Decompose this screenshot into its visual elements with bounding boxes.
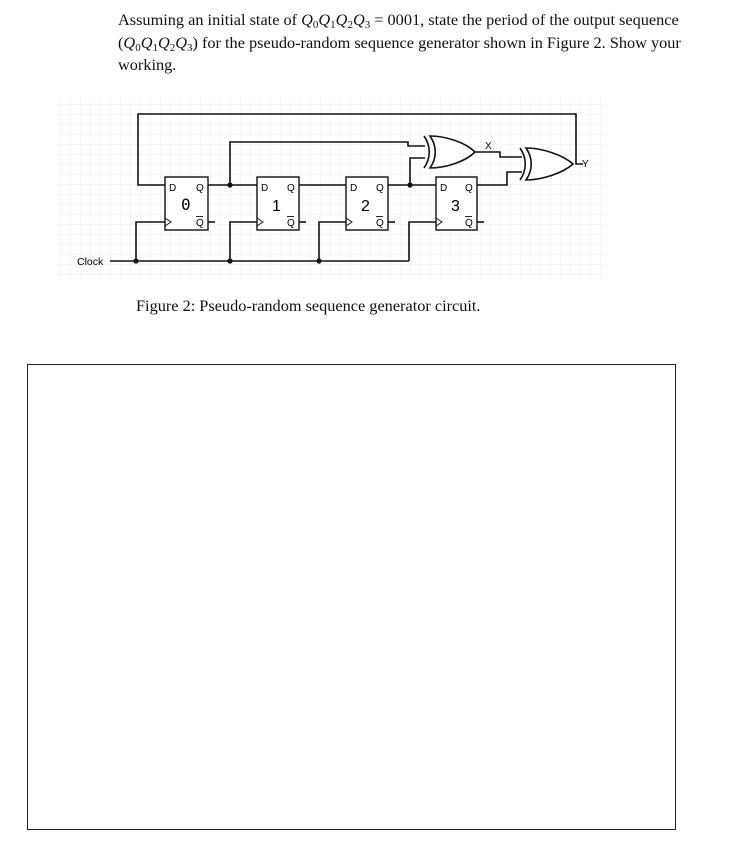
question-text	[118, 9, 688, 77]
question-suffix: ) for the pseudo-random sequence generator shown in Figure 2. Show your working.	[118, 32, 681, 74]
y-signal-label: Y	[582, 159, 589, 170]
junction-clock-1	[227, 258, 232, 263]
flip-flop-1	[257, 177, 299, 230]
pseudo-random-generator-circuit	[0, 94, 729, 284]
output-sequence-expression: $Q_0Q_1Q_2Q_3$	[123, 32, 193, 54]
ff-d-label: D	[350, 183, 358, 194]
ff-q-label: Q	[465, 183, 473, 194]
ff-d-label: D	[440, 183, 448, 194]
ff-number: 0	[181, 195, 191, 214]
figure-caption: Figure 2: Pseudo-random sequence generator circuit.	[136, 296, 481, 315]
flip-flop-2	[346, 177, 388, 230]
junction-clock-0	[133, 258, 138, 263]
ff-qbar-label: Q	[465, 218, 473, 229]
state-expression: $Q_0Q_1Q_2Q_3 = 0001$	[301, 10, 421, 31]
ff-qbar-label: Q	[376, 218, 384, 229]
junction-clock-2	[316, 258, 321, 263]
ff-qbar-label: Q	[196, 218, 204, 229]
ff-d-label: D	[261, 183, 269, 194]
ff-qbar-label: Q	[287, 218, 295, 229]
answer-box[interactable]	[27, 364, 676, 830]
flip-flop-0	[165, 177, 208, 230]
question-middle: , state the period of the output sequence (	[118, 10, 679, 52]
ff-q-label: Q	[196, 183, 204, 194]
ff-number: 3	[451, 198, 460, 215]
junction-q2	[407, 182, 412, 187]
x-signal-label: X	[485, 141, 492, 152]
ff-q-label: Q	[376, 183, 384, 194]
ff-d-label: D	[169, 183, 177, 194]
ff-number: 2	[361, 198, 370, 215]
flip-flop-3	[436, 177, 477, 230]
ff-q-label: Q	[287, 183, 295, 194]
ff-number: 1	[272, 198, 281, 215]
grid-background	[57, 96, 605, 278]
clock-label: Clock	[77, 256, 104, 268]
junction-q0	[227, 182, 232, 187]
question-prefix: Assuming an initial state of	[118, 10, 302, 29]
